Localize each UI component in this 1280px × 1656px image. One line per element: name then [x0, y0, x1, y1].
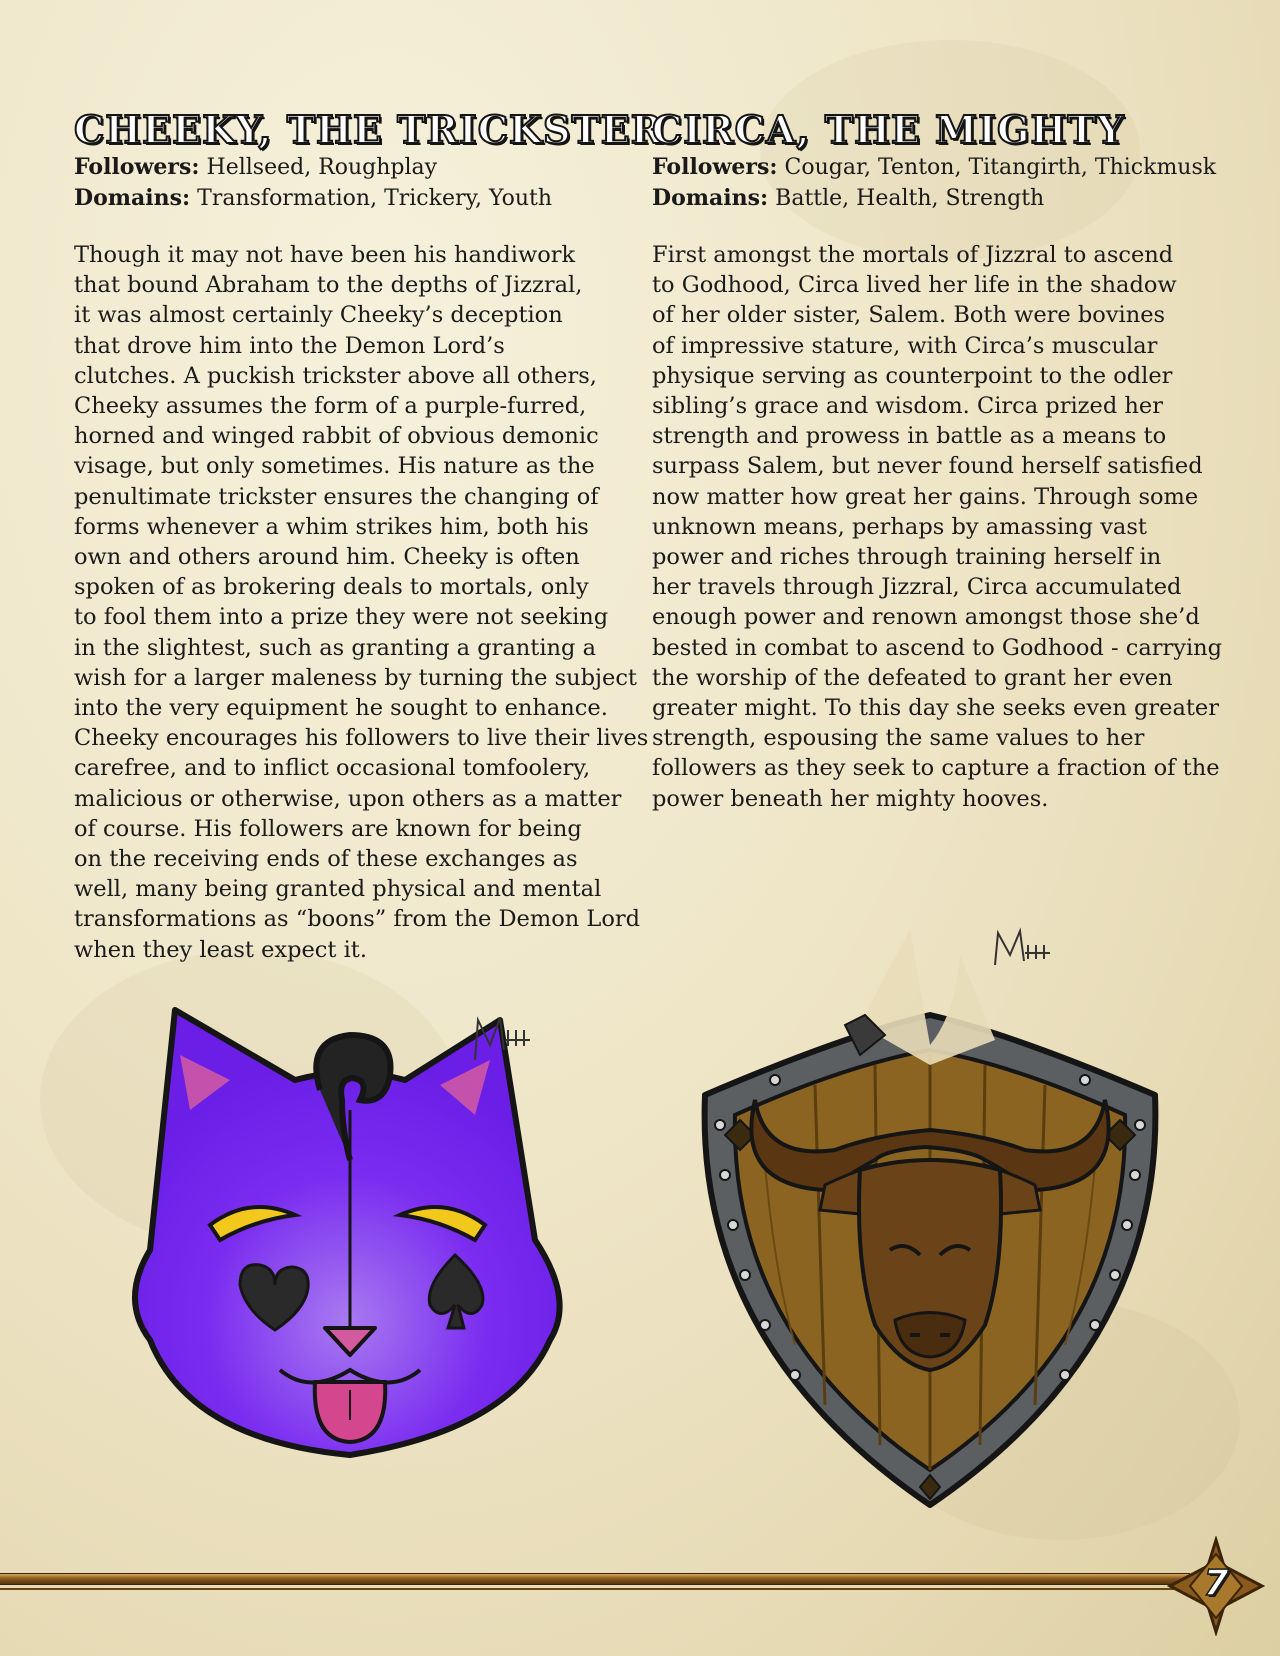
body-line: followers as they seek to capture a fraction of the	[652, 755, 1220, 782]
body-line: forms whenever a whim strikes him, both his	[74, 513, 589, 540]
circa-section	[652, 108, 1222, 814]
cheeky-description	[74, 240, 649, 965]
footer-rule-shadow	[0, 1588, 1180, 1590]
body-line: strength and prowess in battle as a means to	[652, 423, 1167, 450]
body-line: carefree, and to inflict occasional tomfoolery,	[74, 755, 591, 782]
body-line: on the receiving ends of these exchanges as	[74, 846, 578, 873]
domains-value: Transformation, Trickery, Youth	[197, 186, 553, 211]
circa-followers	[652, 152, 1222, 183]
followers-label: Followers:	[652, 154, 778, 180]
body-line: of impressive stature, with Circa’s muscular	[652, 332, 1158, 359]
body-line: her travels through Jizzral, Circa accumulated	[652, 574, 1182, 601]
body-line: visage, but only sometimes. His nature as the	[74, 453, 595, 480]
cheeky-domains	[74, 183, 634, 214]
domains-value: Battle, Health, Strength	[775, 186, 1045, 211]
cheeky-followers	[74, 152, 634, 183]
circa-bull-shield-icon	[695, 925, 1165, 1515]
body-line: into the very equipment he sought to enhance.	[74, 695, 608, 722]
body-line: wish for a larger maleness by turning the subject	[74, 664, 637, 691]
body-line: First amongst the mortals of Jizzral to ascend	[652, 242, 1174, 268]
circa-title: CIRCA, THE MIGHTY	[652, 107, 1125, 152]
body-line: that bound Abraham to the depths of Jizzral,	[74, 272, 583, 299]
body-line: well, many being granted physical and mental	[74, 876, 602, 903]
body-line: power beneath her mighty hooves.	[652, 785, 1049, 812]
body-line: when they least expect it.	[74, 936, 367, 963]
followers-value: Hellseed, Roughplay	[206, 155, 438, 180]
domains-label: Domains:	[74, 185, 191, 211]
body-line: horned and winged rabbit of obvious demonic	[74, 423, 599, 450]
body-line: clutches. A puckish trickster above all others,	[74, 362, 597, 389]
footer-rule	[0, 1573, 1190, 1585]
followers-label: Followers:	[74, 154, 200, 180]
body-line: that drove him into the Demon Lord’s	[74, 332, 505, 359]
cheeky-cat-emblem-icon	[80, 1000, 620, 1470]
body-line: power and riches through training herself in	[652, 544, 1162, 571]
circa-domains	[652, 183, 1222, 214]
body-line: in the slightest, such as granting a granting a	[74, 634, 596, 661]
body-line: surpass Salem, but never found herself satisfied	[652, 453, 1203, 480]
body-line: Though it may not have been his handiwork	[74, 242, 576, 268]
body-line: to Godhood, Circa lived her life in the shadow	[652, 272, 1177, 299]
body-line: physique serving as counterpoint to the odler	[652, 362, 1173, 389]
body-line: Cheeky encourages his followers to live their lives	[74, 725, 649, 752]
followers-value: Cougar, Tenton, Titangirth, Thickmusk	[784, 155, 1217, 180]
body-line: of her older sister, Salem. Both were bovines	[652, 302, 1166, 329]
body-line: of course. His followers are known for being	[74, 815, 582, 842]
body-line: now matter how great her gains. Through some	[652, 483, 1199, 510]
body-line: strength, espousing the same values to her	[652, 725, 1145, 752]
body-line: penultimate trickster ensures the changing of	[74, 483, 599, 510]
body-line: it was almost certainly Cheeky’s deception	[74, 302, 563, 329]
body-line: Cheeky assumes the form of a purple-furred,	[74, 393, 587, 420]
body-line: sibling’s grace and wisdom. Circa prized her	[652, 393, 1163, 420]
body-line: to fool them into a prize they were not seeking	[74, 604, 609, 631]
body-line: the worship of the defeated to grant her even	[652, 664, 1173, 691]
body-line: own and others around him. Cheeky is often	[74, 544, 580, 571]
body-line: unknown means, perhaps by amassing vast	[652, 513, 1147, 540]
domains-label: Domains:	[652, 185, 769, 211]
body-line: greater might. To this day she seeks even greater	[652, 695, 1219, 722]
body-line: malicious or otherwise, upon others as a matter	[74, 785, 622, 812]
cheeky-section	[74, 107, 664, 965]
body-line: spoken of as brokering deals to mortals, only	[74, 574, 589, 601]
body-line: transformations as “boons” from the Demon Lord	[74, 906, 641, 933]
page-number: 7	[1203, 1563, 1229, 1604]
cheeky-title: CHEEKY, THE TRICKSTER	[74, 107, 664, 152]
body-line: enough power and renown amongst those she’d	[652, 604, 1200, 631]
body-line: bested in combat to ascend to Godhood - carrying	[652, 634, 1223, 661]
circa-description	[652, 240, 1222, 814]
